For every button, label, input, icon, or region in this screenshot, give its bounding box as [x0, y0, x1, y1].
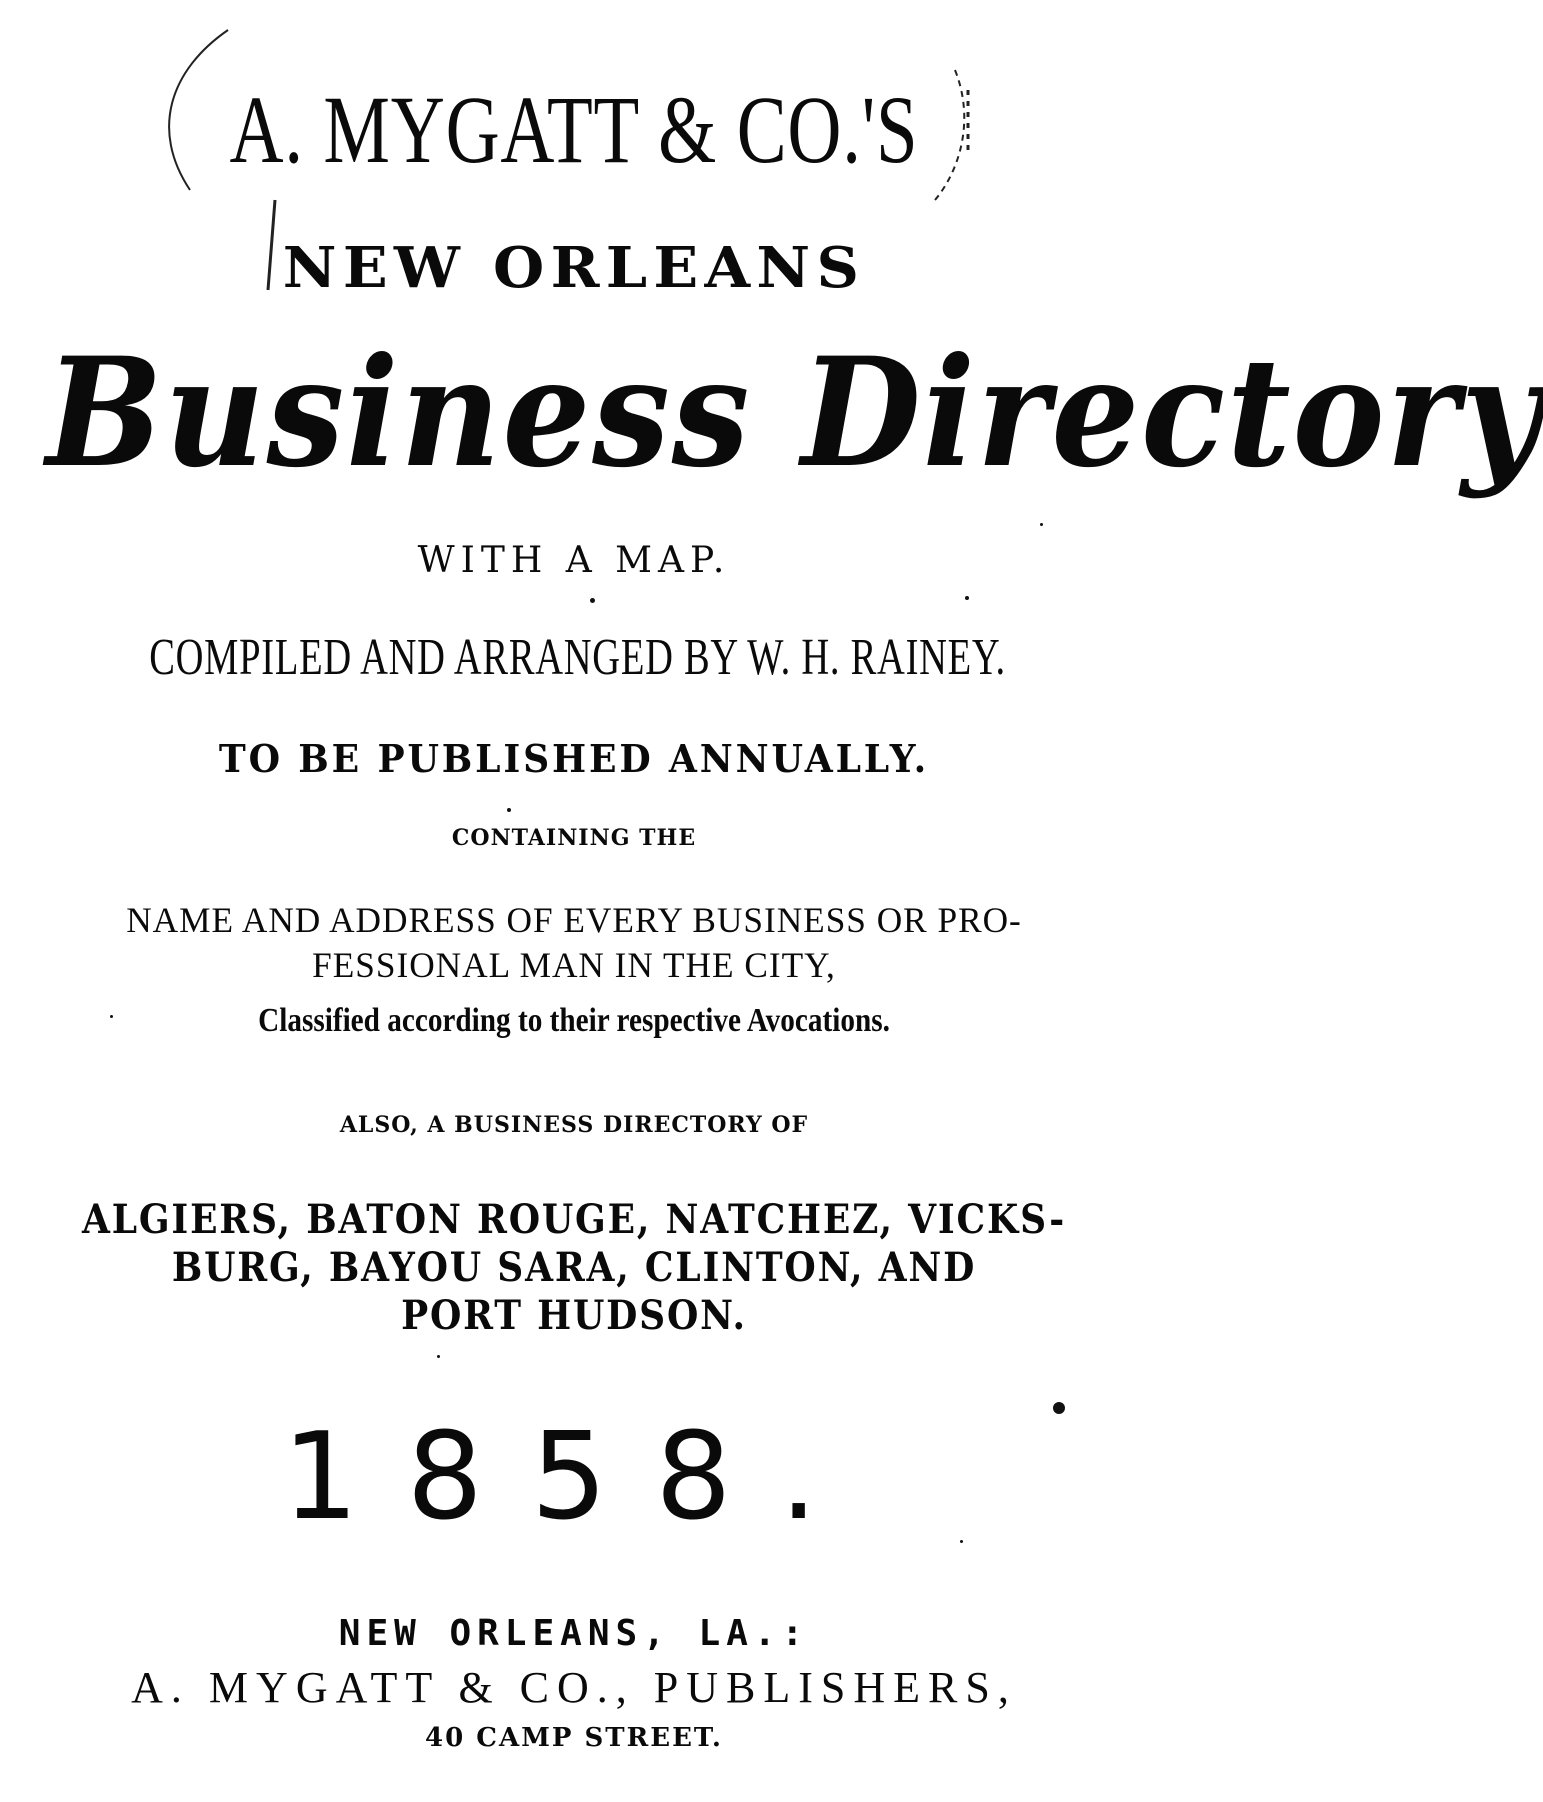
ink-speck [1053, 1402, 1065, 1414]
places-line-3: PORT HUDSON. [401, 1292, 747, 1339]
also-line: ALSO, A BUSINESS DIRECTORY OF [339, 1112, 809, 1138]
compiler-line: COMPILED AND ARRANGED BY W. H. RAINEY. [149, 629, 1006, 686]
publisher-title: A. MYGATT & CO.'S [229, 76, 919, 183]
directory-title: Business Directory [45, 325, 1543, 501]
ink-speck [507, 808, 511, 812]
name-address-line-1: NAME AND ADDRESS OF EVERY BUSINESS OR PRO- [126, 900, 1022, 940]
imprint-city: NEW ORLEANS, LA.: [338, 1613, 810, 1654]
classified-line: Classified according to their respective Avocations. [258, 1002, 890, 1039]
subtitle-map: WITH A MAP. [417, 540, 731, 581]
city-heading: NEW ORLEANS [282, 235, 866, 301]
ink-speck [590, 598, 595, 603]
name-address-block [11, 898, 1136, 988]
containing-line: CONTAINING THE [451, 825, 697, 851]
ink-speck [1040, 523, 1043, 526]
ink-speck [965, 596, 969, 600]
places-line-1: ALGIERS, BATON ROUGE, NATCHEZ, VICKS- [82, 1196, 1066, 1243]
publication-year: 1858. [282, 1408, 866, 1547]
ink-speck [960, 1540, 963, 1543]
ink-speck [437, 1355, 440, 1358]
places-line-2: BURG, BAYOU SARA, CLINTON, AND [171, 1244, 977, 1291]
name-address-line-2: FESSIONAL MAN IN THE CITY, [312, 945, 836, 985]
places-block [57, 1196, 1090, 1340]
annual-line: TO BE PUBLISHED ANNUALLY. [218, 736, 930, 781]
imprint-publisher: A. MYGATT & CO., PUBLISHERS, [131, 1663, 1017, 1712]
ink-speck [110, 1015, 113, 1018]
imprint-address: 40 CAMP STREET. [425, 1723, 723, 1753]
